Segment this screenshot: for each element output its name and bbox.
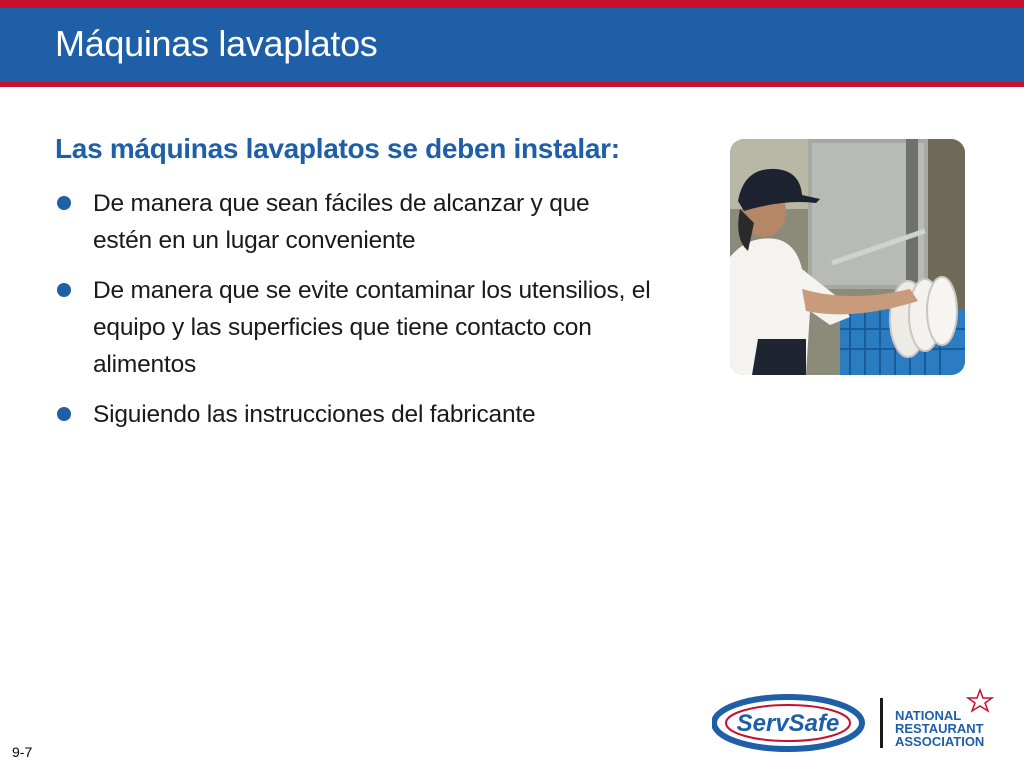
bullet-item <box>55 272 655 383</box>
servsafe-logo <box>714 697 862 749</box>
servsafe-logo-text: ServSafe <box>736 710 840 737</box>
bullet-item <box>55 185 655 259</box>
slide-title: Máquinas lavaplatos <box>55 23 378 64</box>
bullet-dot-icon <box>57 283 71 297</box>
bullet-list <box>55 185 655 446</box>
bullet-text: Siguiendo las instrucciones del fabricante <box>93 401 536 428</box>
nra-line-2: RESTAURANT <box>895 721 984 736</box>
bullet-dot-icon <box>57 196 71 210</box>
nra-line-1: NATIONAL <box>895 708 962 723</box>
page-number: 9-7 <box>12 744 33 760</box>
footer-logos <box>712 688 1012 758</box>
nra-logo <box>895 690 992 749</box>
header-red-rule <box>0 82 1024 87</box>
bullet-dot-icon <box>57 407 71 421</box>
logo-divider <box>880 698 883 748</box>
header-top-stripe <box>0 0 1024 8</box>
slide-subtitle: Las máquinas lavaplatos se deben instalar: <box>55 133 620 164</box>
nra-line-3: ASSOCIATION <box>895 734 985 749</box>
bullet-text: De manera que se evite contaminar los utensilios, el equipo y las superficies que tiene contacto con alimentos <box>93 277 651 378</box>
bullet-item <box>55 396 655 433</box>
star-icon <box>968 690 992 711</box>
dishwasher-photo <box>730 139 965 375</box>
bullet-text: De manera que sean fáciles de alcanzar y que estén en un lugar conveniente <box>93 190 590 254</box>
